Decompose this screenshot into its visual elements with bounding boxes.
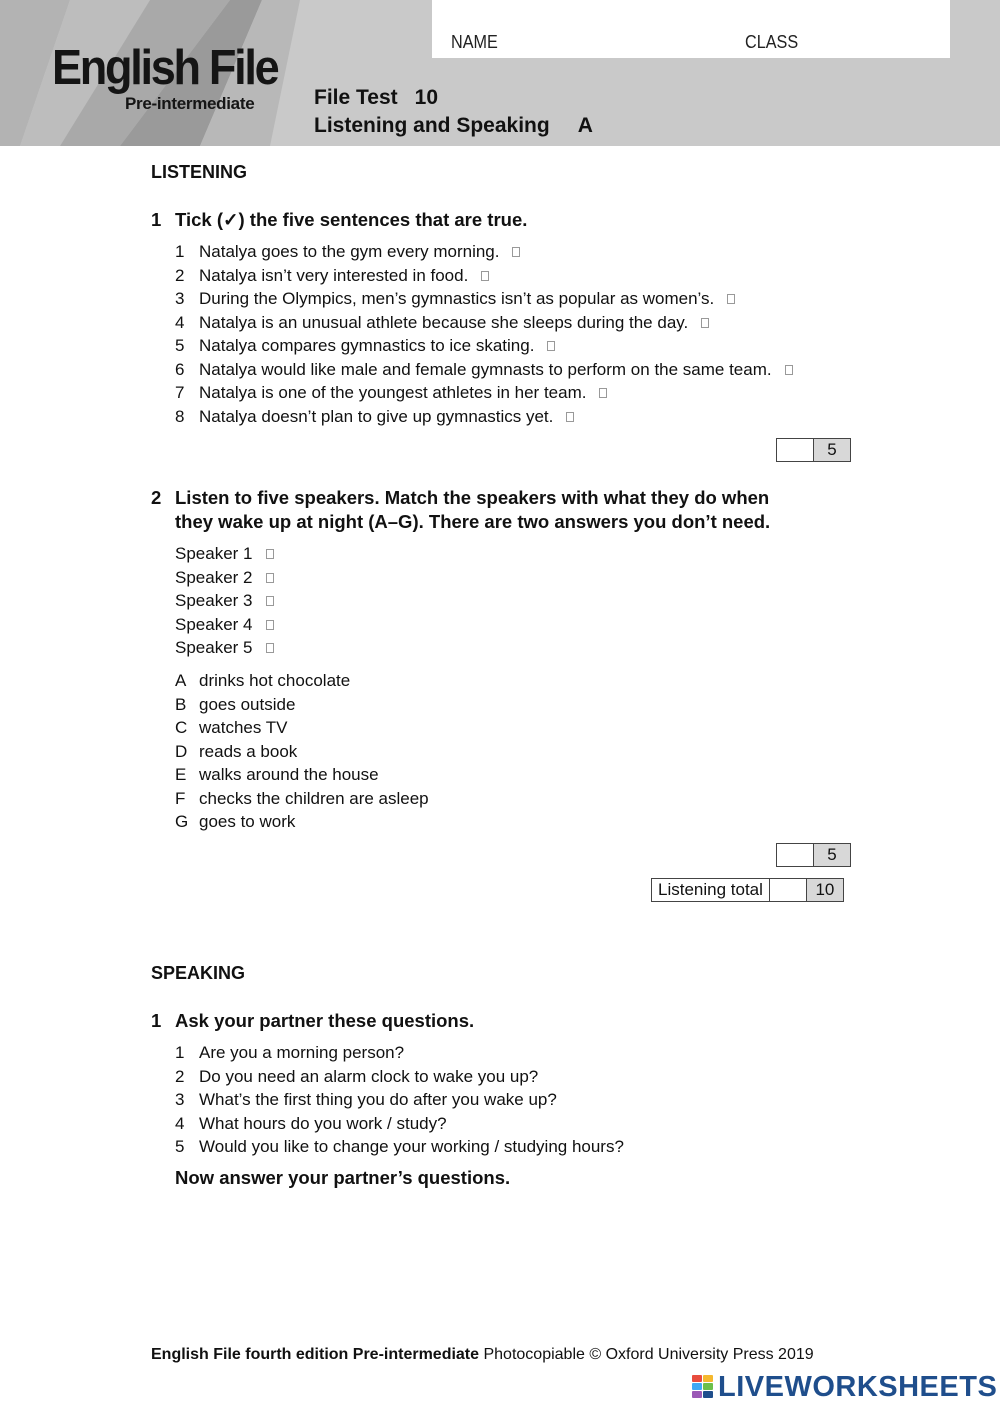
list-item [175, 334, 793, 358]
task-instruction: Ask your partner these questions. [175, 1010, 475, 1031]
list-item [175, 405, 793, 429]
item-number: 3 [175, 1090, 185, 1109]
item-number: 8 [175, 406, 185, 426]
option-letter: A [175, 671, 187, 690]
item-number: 2 [175, 1066, 185, 1086]
item-text: Natalya is an unusual athlete because she sleeps during the day. [199, 312, 689, 332]
task-number: 2 [151, 487, 162, 508]
listening-total-box [651, 878, 844, 902]
task-instruction: Tick (✓) the five sentences that are true. [175, 209, 528, 230]
item-number: 4 [175, 312, 185, 332]
item-number: 7 [175, 383, 185, 402]
listening-heading: LISTENING [151, 162, 248, 182]
option-text: drinks hot chocolate [199, 671, 351, 690]
copyright-footer [151, 1346, 814, 1364]
speaker-label: Speaker 4 [175, 614, 253, 634]
tick-box[interactable] [547, 341, 555, 351]
tick-box[interactable] [481, 271, 489, 281]
option-item [175, 669, 429, 693]
class-label: CLASS [745, 32, 799, 52]
list-item [175, 1041, 624, 1065]
list-item [175, 381, 793, 405]
speaker-list [175, 542, 274, 660]
list-item [175, 264, 793, 288]
speaking-closing: Now answer your partner’s questions. [175, 1167, 511, 1188]
option-text: reads a book [199, 741, 298, 761]
item-text: Natalya compares gymnastics to ice skating. [199, 336, 535, 355]
activity-options [175, 669, 429, 834]
test-label: File Test [314, 86, 398, 109]
listening-task1-items [175, 240, 793, 428]
speaker-label: Speaker 5 [175, 638, 253, 657]
english-file-logo [52, 40, 297, 113]
answer-box[interactable] [266, 573, 274, 583]
liveworksheets-logo [692, 1372, 997, 1402]
test-subtitle: Listening and Speaking [314, 114, 550, 137]
tick-box[interactable] [512, 247, 520, 257]
answer-box[interactable] [266, 596, 274, 606]
list-item [175, 287, 793, 311]
tick-box[interactable] [785, 365, 793, 375]
option-letter: F [175, 788, 186, 808]
task2-score-box [776, 843, 851, 867]
score-input[interactable] [770, 879, 807, 901]
item-number: 1 [175, 242, 185, 261]
speaking-questions [175, 1041, 624, 1159]
test-version: A [577, 114, 593, 137]
option-text: walks around the house [199, 765, 379, 784]
option-item [175, 810, 429, 834]
test-title [314, 84, 593, 140]
list-item [175, 1088, 624, 1112]
option-item [175, 763, 429, 787]
item-text: Natalya would like male and female gymnasts to perform on the same team. [199, 359, 772, 379]
option-letter: G [175, 812, 189, 831]
logo-title: English File [52, 41, 278, 95]
option-text: watches TV [199, 718, 288, 737]
item-text: What hours do you work / study? [199, 1113, 447, 1133]
tick-box[interactable] [701, 318, 709, 328]
answer-box[interactable] [266, 643, 274, 653]
name-class-box [432, 0, 950, 58]
speaker-item [175, 636, 274, 660]
list-item [175, 1065, 624, 1089]
item-text: During the Olympics, men’s gymnastics isn’t as popular as women’s. [199, 289, 715, 308]
answer-box[interactable] [266, 549, 274, 559]
footer-book-title: English File fourth edition Pre-intermediate [151, 1346, 480, 1363]
speaker-item [175, 566, 274, 590]
test-number: 10 [414, 86, 438, 109]
listening-task1-instruction [151, 208, 851, 232]
option-item [175, 787, 429, 811]
option-letter: B [175, 694, 187, 714]
score-total: 10 [807, 879, 843, 901]
task-number: 1 [151, 209, 162, 230]
score-input[interactable] [777, 439, 814, 461]
option-text: checks the children are asleep [199, 788, 429, 808]
speaker-item [175, 542, 274, 566]
name-label: NAME [451, 32, 498, 52]
header-banner [0, 0, 1000, 146]
option-letter: C [175, 718, 188, 737]
list-item [175, 311, 793, 335]
score-total: 5 [814, 439, 850, 461]
option-item [175, 716, 429, 740]
option-letter: E [175, 765, 187, 784]
item-text: Natalya isn’t very interested in food. [199, 265, 469, 285]
list-item [175, 358, 793, 382]
item-number: 4 [175, 1113, 185, 1133]
task-number: 1 [151, 1010, 162, 1031]
item-number: 5 [175, 336, 185, 355]
item-number: 6 [175, 359, 185, 379]
score-input[interactable] [777, 844, 814, 866]
task-instruction-line2: they wake up at night (A–G). There are two answers you don’t need. [175, 511, 771, 532]
option-item [175, 740, 429, 764]
footer-copyright: Photocopiable © Oxford University Press 2019 [479, 1346, 814, 1363]
list-item [175, 1135, 624, 1159]
speaking-heading: SPEAKING [151, 963, 246, 983]
liveworksheets-text: LIVEWORKSHEETS [718, 1371, 998, 1403]
task-instruction-line1: Listen to five speakers. Match the speakers with what they do when [175, 487, 770, 508]
liveworksheets-icon [692, 1375, 714, 1399]
listening-task2-instruction [151, 486, 851, 534]
answer-box[interactable] [266, 620, 274, 630]
speaker-label: Speaker 3 [175, 591, 253, 610]
tick-box[interactable] [599, 388, 607, 398]
tick-box[interactable] [566, 412, 574, 422]
item-number: 2 [175, 265, 185, 285]
item-number: 1 [175, 1043, 185, 1062]
option-text: goes to work [199, 812, 296, 831]
option-letter: D [175, 741, 188, 761]
item-text: Natalya goes to the gym every morning. [199, 242, 500, 261]
speaker-item [175, 613, 274, 637]
item-number: 5 [175, 1137, 185, 1156]
speaker-label: Speaker 1 [175, 544, 253, 563]
option-item [175, 693, 429, 717]
speaker-label: Speaker 2 [175, 567, 253, 587]
option-text: goes outside [199, 694, 296, 714]
score-total: 5 [814, 844, 850, 866]
logo-subtitle: Pre-intermediate [125, 94, 255, 113]
item-text: Do you need an alarm clock to wake you up? [199, 1066, 539, 1086]
speaking-task1-instruction [151, 1009, 851, 1033]
listening-total-label: Listening total [652, 879, 770, 901]
item-text: Would you like to change your working / studying hours? [199, 1137, 624, 1156]
task1-score-box [776, 438, 851, 462]
item-text: Natalya doesn’t plan to give up gymnastics yet. [199, 406, 554, 426]
list-item [175, 240, 793, 264]
tick-box[interactable] [727, 294, 735, 304]
item-number: 3 [175, 289, 185, 308]
list-item [175, 1112, 624, 1136]
speaker-item [175, 589, 274, 613]
item-text: Natalya is one of the youngest athletes in her team. [199, 383, 587, 402]
item-text: Are you a morning person? [199, 1043, 405, 1062]
item-text: What’s the first thing you do after you wake up? [199, 1090, 557, 1109]
